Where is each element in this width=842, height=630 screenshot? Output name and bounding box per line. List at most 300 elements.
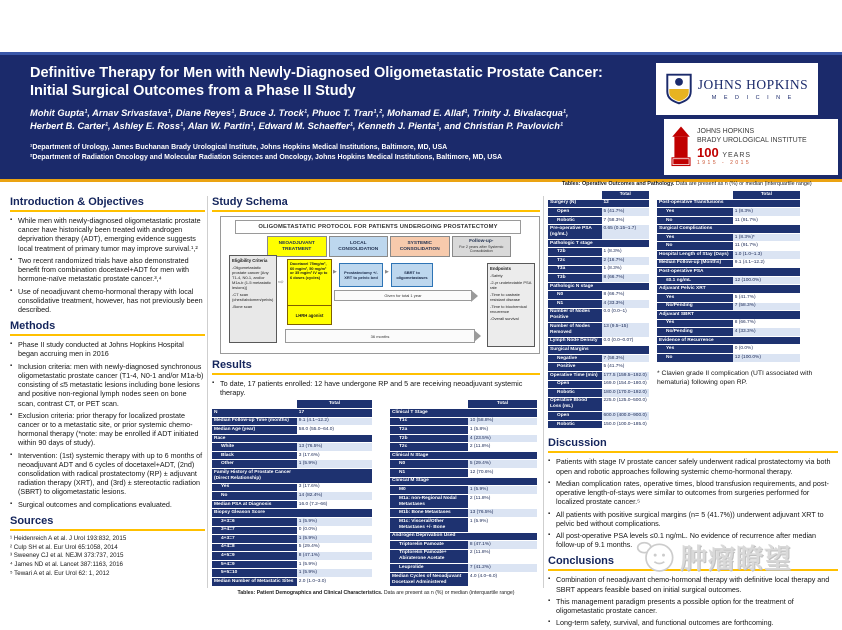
row-value <box>297 435 372 443</box>
table-row <box>390 564 537 573</box>
bullet-item <box>10 500 205 509</box>
caption-bold: Tables: Patient Demographics and Clinical Characteristics. <box>237 590 383 597</box>
row-value: 3 (17.6%) <box>297 452 372 460</box>
affiliation-2: ²Department of Radiation Oncology and Molecular Radiation Sciences and Oncology, Johns Hopkins Medical Institutions, Baltimore, MD, USA <box>30 154 503 162</box>
row-value: 4 (33.3%) <box>602 300 649 308</box>
endpoints-box <box>487 263 535 347</box>
row-value: 180.0 (170.0–192.0) <box>602 389 649 397</box>
results-heading: Results <box>212 359 540 375</box>
row-value: 12 <box>602 200 649 208</box>
text-line: ³ Sweeney CJ et al. NEJM 373:737, 2015 <box>10 552 124 560</box>
table-section-row <box>212 469 372 484</box>
column-divider-right <box>543 196 544 588</box>
bullet-text: Long-term safety, survival, and functional outcomes are forthcoming. <box>556 618 774 628</box>
brady-100-years <box>697 146 807 159</box>
row-label: Number of Nodes Removed <box>548 323 602 337</box>
table-row <box>548 421 649 430</box>
row-value <box>602 240 649 248</box>
table-row <box>548 257 649 266</box>
table-row <box>657 328 800 337</box>
table-row <box>657 234 800 243</box>
bullet-item <box>548 597 838 615</box>
table-row <box>548 355 649 364</box>
row-label: ≤0.1 ng/mL <box>657 277 733 285</box>
poster-title <box>30 64 650 100</box>
table-row <box>390 518 537 533</box>
discussion-heading: Discussion <box>548 437 838 453</box>
table-row <box>390 495 537 510</box>
table-row <box>657 251 800 260</box>
row-value <box>468 478 537 486</box>
row-value <box>468 452 537 460</box>
bullet-square-icon: ▪ <box>10 451 13 458</box>
table-row <box>212 569 372 578</box>
table-section-row <box>390 452 537 461</box>
table-row <box>548 412 649 421</box>
poster-title-line1: Definitive Therapy for Men with Newly-Diagnosed Oligometastatic Prostate Cancer: <box>30 65 603 81</box>
row-value: 12 (100.0%) <box>733 354 800 362</box>
table-section-row <box>657 225 800 234</box>
table-row <box>548 309 649 324</box>
row-label: Yes <box>212 484 297 492</box>
watermark-text: 肿瘤瞭望 <box>680 543 792 574</box>
table-row <box>212 460 372 469</box>
protocol-phase-box <box>452 236 512 257</box>
text-line: ² Culp SH et al. Eur Urol 65:1058, 2014 <box>10 543 118 551</box>
row-label: Lymph Node Density <box>548 338 602 346</box>
conclusions-heading: Conclusions <box>548 555 838 571</box>
flow-arrow-icon: ⇨ <box>278 279 284 286</box>
lhrh-agonist-box: LHRH agonist <box>288 305 331 324</box>
table-section-row <box>390 533 537 542</box>
table-row <box>212 544 372 553</box>
table-row <box>657 217 800 226</box>
bullet-square-icon: ▪ <box>548 479 551 486</box>
table-section-row <box>657 268 800 277</box>
table-row <box>212 484 372 493</box>
row-label: M1c: Visceral/Other Metastases +/- Bone <box>390 518 468 532</box>
row-label: Median Cycles of Neoadjuvant Docetaxel Administered <box>390 573 468 587</box>
poster-title-line2: Initial Surgical Outcomes from a Phase II Study <box>30 83 356 100</box>
text-line: -Time to biochemical recurrence <box>490 304 527 315</box>
bullet-text: Two recent randomized trials have also demonstrated benefit from combination docetaxel+ADT for men with hormone-naïve metastatic prostate cancer.³,⁴ <box>18 255 190 284</box>
row-value: 5 (41.7%) <box>602 363 649 371</box>
caption-rest: Data are present as n (%) or median (interquartile range) <box>382 590 515 597</box>
row-label: N0 <box>548 291 602 299</box>
bullet-item <box>548 457 838 475</box>
table-row <box>390 460 537 469</box>
operative-outcomes-table <box>548 191 649 429</box>
row-label: Post-operative PSA <box>657 268 733 276</box>
table-section-row <box>657 337 800 346</box>
brady-line2: BRADY UROLOGICAL INSTITUTE <box>697 137 807 144</box>
row-value: 177.5 (159.5–192.0) <box>602 372 649 380</box>
caption-rest: Data are present as n (%) or median (interquartile range) <box>674 181 812 187</box>
row-label: Yes <box>657 320 733 328</box>
row-value: 1.0 (1.0–1.3) <box>733 251 800 259</box>
author-list <box>30 107 655 132</box>
row-value: 12 (100.0%) <box>733 277 800 285</box>
text-line: -Overall survival <box>490 316 519 322</box>
methods-heading: Methods <box>10 320 205 336</box>
bullet-text: All patients with positive surgical margins (n= 5 (41.7%)) underwent adjuvant XRT to pelvic bed without complications. <box>556 509 824 528</box>
bullet-square-icon: ▪ <box>10 256 13 263</box>
table-row <box>390 443 537 452</box>
row-value <box>733 268 800 276</box>
row-label: T2c <box>390 443 468 451</box>
row-value: 2 (11.8%) <box>468 550 537 564</box>
table-row <box>548 338 649 347</box>
bullet-item <box>10 256 205 284</box>
bullet-text: Phase II study conducted at Johns Hopkins Hospital began accruing men in 2016 <box>18 340 184 359</box>
table-section-row <box>212 435 372 444</box>
table-row <box>390 469 537 478</box>
sources-list <box>10 535 205 578</box>
bullet-square-icon: ▪ <box>548 458 551 465</box>
row-value: 8 (66.7%) <box>733 320 800 328</box>
row-label: T2b <box>548 248 602 256</box>
clavien-footnote: * Clavien grade II complication (UTI associated with hematuria) following open RP. <box>657 369 813 386</box>
row-label: White <box>212 443 297 451</box>
row-value: 0 (0.0%) <box>733 345 800 353</box>
brady-line1: JOHNS HOPKINS <box>697 128 755 136</box>
row-label: 5+5=10 <box>212 569 297 577</box>
row-value <box>733 311 800 319</box>
flow-arrow-icon: ▶ <box>333 269 337 275</box>
table-row <box>390 509 537 518</box>
operative-right-wrap <box>657 191 838 429</box>
watermark-face-icon <box>636 536 676 576</box>
text-line: ¹ Heidenreich A et al. J Urol 193:832, 2015 <box>10 534 127 542</box>
table-row <box>212 578 372 587</box>
table-row <box>212 527 372 536</box>
row-value: 2 (16.7%) <box>602 257 649 265</box>
bullet-item <box>548 479 838 507</box>
bullet-item <box>548 618 838 627</box>
row-label: N <box>212 409 297 417</box>
row-value: 1 (8.3%) <box>602 248 649 256</box>
text-line: -Time to castrate resistant disease <box>490 292 521 303</box>
table-row <box>548 323 649 338</box>
row-value: 7 (58.3%) <box>733 303 800 311</box>
row-value <box>602 283 649 291</box>
phase-label: NEOADJUVANT TREATMENT <box>278 240 315 252</box>
row-label: No/Pending <box>657 303 733 311</box>
eligibility-title: Eligibility Criteria <box>232 258 268 263</box>
table-row <box>548 398 649 413</box>
row-value: 1 (5.9%) <box>297 535 372 543</box>
table-row <box>657 320 800 329</box>
36-months-arrow: 36 months <box>285 329 475 343</box>
table-row <box>390 426 537 435</box>
brady-tower-icon <box>670 125 692 169</box>
bullet-text: While men with newly-diagnosed oligometastatic prostate cancer have historically been treated with androgen deprivation therapy (ADT), emerging evidence suggests local treatment of primary tumor may improve survival.¹,² <box>18 216 201 253</box>
row-value: 11 (91.7%) <box>733 217 800 225</box>
table-row <box>548 200 649 209</box>
bullet-item <box>548 510 838 528</box>
row-value: 1 (5.9%) <box>297 569 372 577</box>
row-label <box>548 191 602 199</box>
row-value: 0 (0.0%) <box>297 527 372 535</box>
bullet-item <box>10 216 205 253</box>
protocol-phase-box <box>267 236 327 257</box>
row-value: 12 (70.6%) <box>468 469 537 477</box>
table-row <box>390 550 537 565</box>
row-value: 2 (11.8%) <box>468 443 537 451</box>
table-row <box>212 426 372 435</box>
row-label: No/Pending <box>657 328 733 336</box>
row-label: Yes <box>657 234 733 242</box>
bullet-square-icon: ▪ <box>548 597 551 604</box>
table-row <box>212 561 372 570</box>
bullet-square-icon: ▪ <box>10 362 13 369</box>
row-label: Median Age (year) <box>212 426 297 434</box>
row-label: M1a: non-Regional Nodal Metastases <box>390 495 468 509</box>
row-value <box>733 225 800 233</box>
bullet-square-icon: ▪ <box>10 341 13 348</box>
table-section-row <box>390 478 537 487</box>
bullet-item <box>10 411 205 448</box>
caption-bold: Tables: Operative Outcomes and Pathology. <box>562 181 675 187</box>
eligibility-box <box>229 255 277 343</box>
protocol-phase-box <box>390 236 450 257</box>
prostatectomy-box: Prostatectomy +/- XRT to pelvic bed <box>339 263 383 287</box>
row-label: T3b <box>548 274 602 282</box>
table-row <box>212 535 372 544</box>
row-value: 8 (47.1%) <box>468 541 537 549</box>
row-label: 3+4=7 <box>212 527 297 535</box>
author-line2: Herbert B. Carter¹, Ashley E. Ross¹, Alan W. Partin¹, Edward M. Schaeffer¹, Kenneth J. Pienta¹, and Christian P. Pavlovich¹ <box>30 120 563 131</box>
row-value: 13 (9.5–15) <box>602 323 649 337</box>
text-line: ⁴ James ND et al. Lancet 387:1163, 2016 <box>10 560 123 568</box>
row-value: 14 (82.4%) <box>297 492 372 500</box>
text-line: -Oligometastatic prostate cancer [Any T1-4, N0-1, and/or M1a-b (1-5 metastatic lesions)] <box>232 265 271 291</box>
table-row <box>657 191 800 200</box>
row-label: Clinical M Stage <box>390 478 468 486</box>
table-section-row <box>657 200 800 209</box>
row-value: Total <box>602 191 649 199</box>
jhu-medicine-wordmark <box>698 77 808 101</box>
row-label: Yes <box>657 208 733 216</box>
table-section-row <box>390 409 537 418</box>
row-value: 17 <box>297 409 372 417</box>
poster-header <box>0 52 842 182</box>
row-value <box>297 469 372 483</box>
column-divider-left <box>207 196 208 588</box>
table-row <box>657 294 800 303</box>
row-label: Operative Blood Loss (mL) <box>548 398 602 412</box>
row-value <box>733 337 800 345</box>
row-value: Total <box>297 400 372 408</box>
protocol-phase-box <box>329 236 389 257</box>
row-value: 1 (8.3%) <box>602 266 649 274</box>
table-row <box>548 389 649 398</box>
table-row <box>212 400 372 409</box>
row-value: 4 (23.5%) <box>468 435 537 443</box>
one-year-arrow: Given for total 1 year <box>334 290 472 301</box>
endpoints-title: Endpoints <box>490 266 512 271</box>
row-value: 10 (58.8%) <box>468 418 537 426</box>
row-value: 169.0 (154.0–180.0) <box>602 381 649 389</box>
table-row <box>212 501 372 510</box>
demographics-table <box>212 400 372 587</box>
table-section-row <box>548 283 649 292</box>
row-label: Median Follow-up (Months) <box>657 260 733 268</box>
row-value: 150.0 (100.0–185.0) <box>602 421 649 429</box>
row-value: 8 (66.7%) <box>602 291 649 299</box>
brady-years-text: YEARS <box>722 151 752 159</box>
row-value: 1 (5.8%) <box>468 426 537 434</box>
row-label: Open <box>548 208 602 216</box>
table-row <box>212 418 372 427</box>
row-label: 3+3=6 <box>212 518 297 526</box>
bullet-square-icon: ▪ <box>548 510 551 517</box>
bullet-text: Inclusion criteria: men with newly-diagnosed synchronous oligometastatic prostate cancer (T1-4, N0-1 and/or M1a-b) consisting of ≤5 metastatic lesions including bone lesions and positive non-regional lymph nodes seen on bone scan, contrast CT, or PET scan. <box>18 361 204 408</box>
row-value: 7 (58.3%) <box>602 217 649 225</box>
study-schema-diagram <box>220 216 540 354</box>
row-label: Surgery (N) <box>548 200 602 208</box>
bullet-square-icon: ▪ <box>548 576 551 583</box>
row-label: Robotic <box>548 421 602 429</box>
row-value: 8 (47.1%) <box>297 552 372 560</box>
bullet-item <box>10 287 205 315</box>
conclusions-bullets <box>548 575 838 627</box>
row-label: Triptorelin Pamoate+ Abiraterone Acetate <box>390 550 468 564</box>
row-label: Pathologic T stage <box>548 240 602 248</box>
row-value: 1 (5.9%) <box>468 518 537 532</box>
neoadjuvant-treatment-box <box>287 259 332 325</box>
flow-arrow-icon: ▶ <box>385 269 389 275</box>
table-row <box>548 191 649 200</box>
row-label: Hospital Length of Stay (Days) <box>657 251 733 259</box>
protocol-phases <box>267 236 511 257</box>
table-row <box>657 242 800 251</box>
bullet-text: Combination of neoadjuvant chemo-hormonal therapy with definitive local therapy and SBRT appears feasible based on initial surgical outcomes. <box>556 575 830 594</box>
jhu-medicine-text: M E D I C I N E <box>711 95 795 101</box>
table-section-row <box>657 285 800 294</box>
row-label: No <box>657 242 733 250</box>
row-value: 8 (66.7%) <box>602 274 649 282</box>
row-value: 0.0 (0.0–1) <box>602 309 649 323</box>
text-line: -2-yr undetectable PSA rate <box>490 280 532 291</box>
author-line1: Mohit Gupta¹, Arnav Srivastava¹, Diane Reyes¹, Bruce J. Trock¹, Phuoc T. Tran¹,², Mohamad E. Allaf¹, Trinity J. Bivalacqua¹, <box>30 108 569 118</box>
row-label: M0 <box>390 486 468 494</box>
sbrt-box: SBRT to oligometastases <box>391 263 433 287</box>
bullet-text: All post-operative PSA levels ≤0.1 ng/mL. No evidence of recurrence after median follow-up of 9.1 months. <box>556 530 817 550</box>
clinical-table <box>390 400 537 587</box>
row-label: Androgen Deprivation Used <box>390 533 468 541</box>
brady-institute-logo <box>664 119 838 175</box>
row-label: Median Follow-up Time (months) <box>212 418 297 426</box>
row-value <box>468 533 537 541</box>
intro-bullets <box>10 216 205 314</box>
row-label: Median PSA at Diagnosis <box>212 501 297 509</box>
row-value: Total <box>733 191 800 199</box>
row-value: 600.0 (400.0–900.0) <box>602 412 649 420</box>
intro-heading: Introduction & Objectives <box>10 196 205 212</box>
table-row <box>212 518 372 527</box>
table-row <box>548 274 649 283</box>
results-summary-text: To date, 17 patients enrolled: 12 have undergone RP and 5 are receiving neoadjuvant systemic therapy. <box>220 379 523 398</box>
row-label: T3a <box>548 266 602 274</box>
bullet-square-icon: ▪ <box>10 500 13 507</box>
phase-label: SYSTEMIC CONSOLIDATION <box>399 240 440 252</box>
jhu-name-text: JOHNS HOPKINS <box>697 77 809 92</box>
table-row <box>212 409 372 418</box>
row-label: N1 <box>548 300 602 308</box>
row-label: No <box>212 492 297 500</box>
bullet-item <box>10 362 205 408</box>
sources-heading: Sources <box>10 515 205 531</box>
row-value <box>297 509 372 517</box>
row-label: Surgical Complications <box>657 225 733 233</box>
row-label: 4+3=7 <box>212 535 297 543</box>
table-row <box>390 435 537 444</box>
bullet-text: Use of neoadjuvant chemo-hormonal therapy with local consolidative treatment, however, has not previously been described. <box>18 286 203 314</box>
table-row <box>657 208 800 217</box>
table-row <box>212 552 372 561</box>
row-value <box>468 409 537 417</box>
row-value: 5 (29.4%) <box>468 460 537 468</box>
row-label: Robotic <box>548 389 602 397</box>
row-label: T2c <box>548 257 602 265</box>
endpoints-items <box>490 273 532 321</box>
row-value: 4 (33.3%) <box>733 328 800 336</box>
table-row <box>390 400 537 409</box>
bullet-item <box>10 340 205 358</box>
docetaxel-box: Docetaxel 75mg/m², 60 mg/m², 50 mg/m² or 35 mg/m² IV up to 6 doses (cycles) <box>290 261 328 281</box>
row-value: 225.0 (125.0–500.0) <box>602 398 649 412</box>
row-label: Biopsy Gleason Score <box>212 509 297 517</box>
row-label: N0 <box>390 460 468 468</box>
row-value <box>733 285 800 293</box>
row-label: No <box>657 354 733 362</box>
row-label: T2b <box>390 435 468 443</box>
bullet-text: Exclusion criteria: prior therapy for localized prostate cancer or to a metastatic site, or prior systemic chemo-hormonal therapy (*note: may be enrolled if ADT initiated within 90 days of study). <box>18 410 199 448</box>
table-row <box>657 354 800 363</box>
row-value: 9.1 (4.1–12.2) <box>297 418 372 426</box>
table-row <box>657 303 800 312</box>
results-table-caption <box>212 590 540 597</box>
watermark <box>636 536 792 576</box>
row-label: Operative Time (min) <box>548 372 602 380</box>
pathology-outcomes-table <box>657 191 800 363</box>
row-value: 1 (5.9%) <box>297 561 372 569</box>
row-label: 4+5=9 <box>212 552 297 560</box>
bullet-item <box>548 575 838 593</box>
table-row <box>212 452 372 461</box>
row-label <box>212 400 297 408</box>
row-label: Other <box>212 460 297 468</box>
eligibility-items <box>232 265 274 309</box>
row-label: Open <box>548 381 602 389</box>
row-label: Median Number of Metastatic Sites <box>212 578 297 586</box>
table-row <box>548 381 649 390</box>
affiliations <box>30 143 655 163</box>
table-row <box>548 291 649 300</box>
row-value <box>602 346 649 354</box>
row-value: 13 (76.5%) <box>297 443 372 451</box>
row-value: 13 (76.5%) <box>468 509 537 517</box>
table-row <box>390 573 537 588</box>
row-value: 1 (5.9%) <box>297 518 372 526</box>
row-label: Pre-operative PSA (ng/mL) <box>548 225 602 239</box>
row-label: T2a <box>390 426 468 434</box>
bullet-item <box>10 451 205 497</box>
row-value: Total <box>468 400 537 408</box>
row-label: Yes <box>657 294 733 302</box>
row-value: 58.0 (55.0–64.0) <box>297 426 372 434</box>
